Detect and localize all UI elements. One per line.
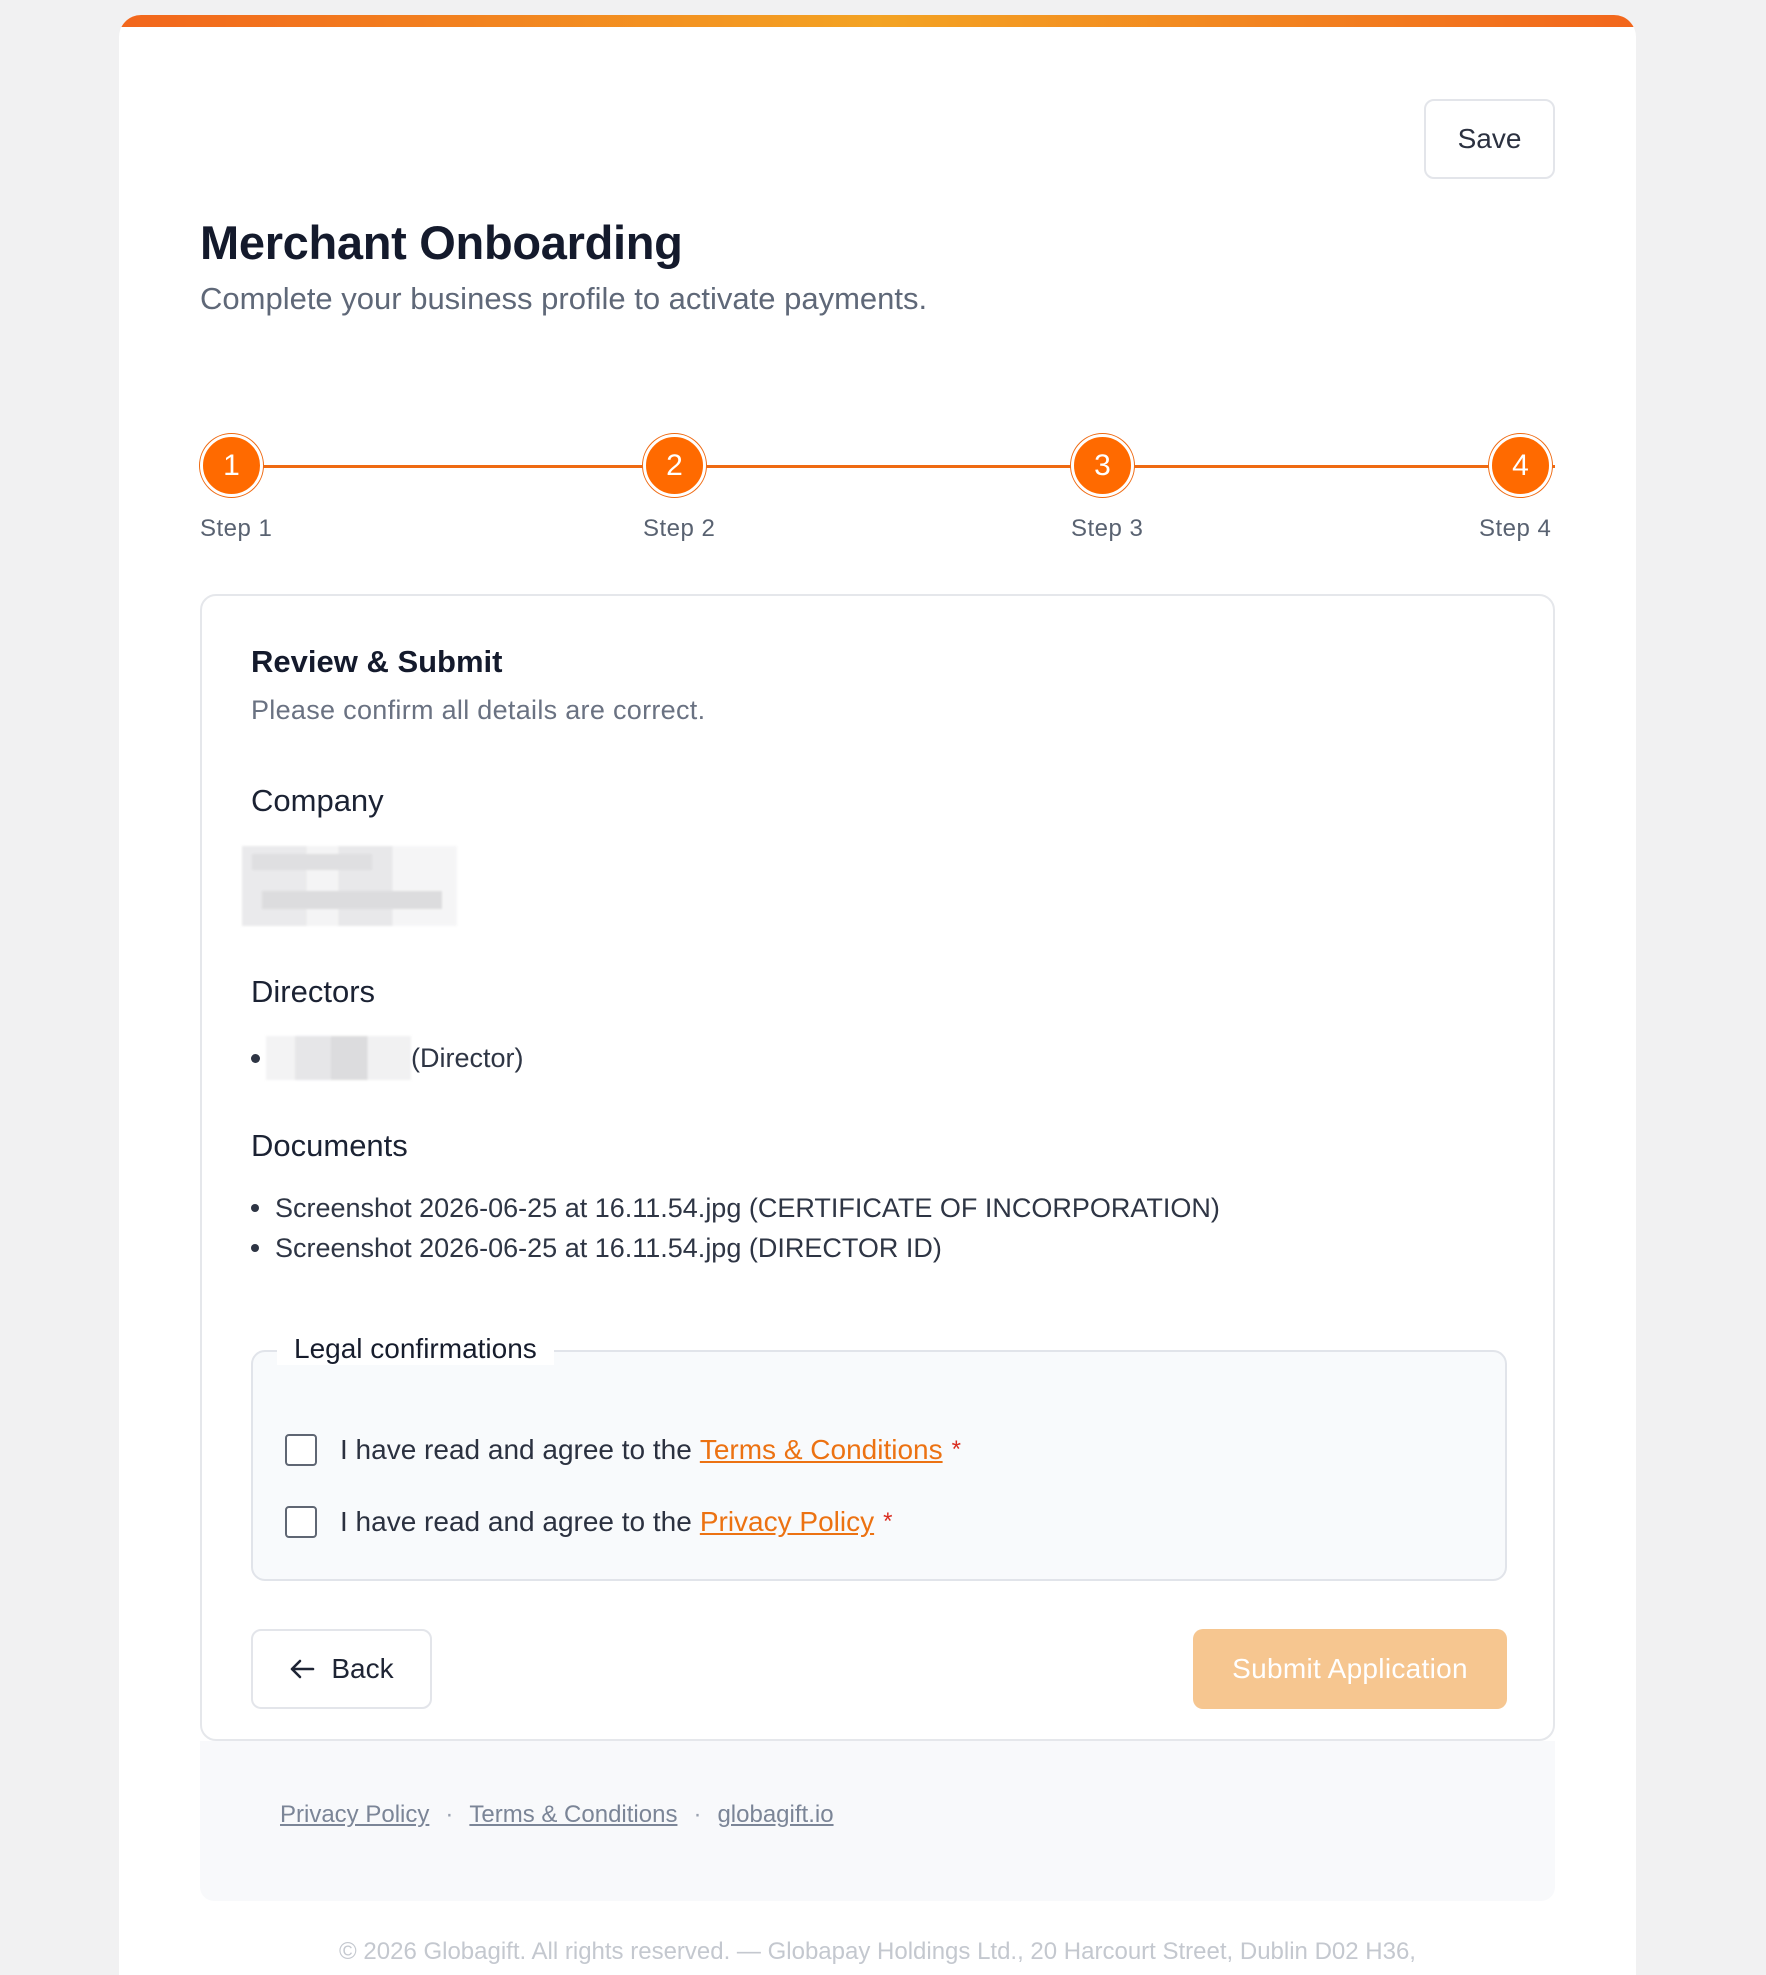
director-name-redacted — [266, 1036, 411, 1080]
required-marker: * — [883, 1508, 893, 1535]
back-button-label: Back — [331, 1653, 394, 1684]
step-2-circle[interactable]: 2 — [643, 434, 706, 497]
footer-link-row — [280, 1801, 834, 1829]
step-3-circle[interactable]: 3 — [1071, 434, 1134, 497]
step-1-circle[interactable]: 1 — [200, 434, 263, 497]
review-title: Review & Submit — [251, 644, 503, 679]
terms-link[interactable]: Terms & Conditions — [699, 1434, 943, 1465]
director-list-item — [251, 1036, 524, 1080]
legal-confirmations-fieldset — [251, 1333, 1507, 1581]
document-list-item — [251, 1228, 1220, 1268]
documents-heading: Documents — [251, 1128, 408, 1163]
bullet-icon — [251, 1244, 259, 1252]
copyright-text: © 2026 Globagift. All rights reserved. — Globapay Holdings Ltd., 20 Harcourt Street, Dublin D02 H36, — [339, 1938, 1416, 1965]
step-1-label: Step 1 — [200, 515, 273, 542]
page-title: Merchant Onboarding — [200, 216, 683, 269]
terms-checkbox[interactable] — [285, 1434, 317, 1466]
privacy-label-text: I have read and agree to the — [340, 1506, 692, 1537]
directors-heading: Directors — [251, 974, 376, 1009]
required-marker: * — [951, 1436, 961, 1463]
director-role: (Director) — [411, 1042, 524, 1073]
progress-stepper — [200, 419, 1555, 549]
bullet-icon — [251, 1054, 260, 1063]
documents-list — [251, 1188, 1220, 1268]
terms-confirmation-row[interactable] — [285, 1434, 961, 1466]
top-accent-bar — [119, 15, 1636, 27]
footer-privacy-link[interactable]: Privacy Policy — [280, 1801, 430, 1828]
page-subtitle: Complete your business profile to activate payments. — [200, 281, 928, 316]
onboarding-page — [119, 15, 1636, 1975]
footer-terms-link[interactable]: Terms & Conditions — [469, 1801, 678, 1828]
footer-links-bar — [200, 1741, 1555, 1901]
terms-label-text: I have read and agree to the — [340, 1434, 692, 1465]
review-description: Please confirm all details are correct. — [251, 695, 706, 725]
document-name: Screenshot 2026-06-25 at 16.11.54.jpg (CERTIFICATE OF INCORPORATION) — [275, 1192, 1220, 1223]
footer-separator: · — [693, 1801, 702, 1828]
privacy-link[interactable]: Privacy Policy — [699, 1506, 875, 1537]
footer-separator: · — [445, 1801, 454, 1828]
step-4-label: Step 4 — [1479, 515, 1552, 542]
footer-site-link[interactable]: globagift.io — [717, 1801, 834, 1828]
back-button[interactable] — [251, 1629, 432, 1709]
save-button[interactable]: Save — [1424, 99, 1555, 179]
submit-application-button[interactable]: Submit Application — [1193, 1629, 1507, 1709]
step-3-label: Step 3 — [1071, 515, 1144, 542]
privacy-confirmation-row[interactable] — [285, 1506, 892, 1538]
arrow-left-icon — [289, 1658, 315, 1680]
document-list-item — [251, 1188, 1220, 1228]
company-heading: Company — [251, 783, 384, 818]
step-4-circle[interactable]: 4 — [1489, 434, 1552, 497]
document-name: Screenshot 2026-06-25 at 16.11.54.jpg (DIRECTOR ID) — [275, 1232, 942, 1263]
company-details-redacted — [242, 846, 457, 926]
step-2-label: Step 2 — [643, 515, 716, 542]
stepper-line — [200, 465, 1555, 468]
bullet-icon — [251, 1204, 259, 1212]
review-card — [200, 594, 1555, 1741]
privacy-checkbox[interactable] — [285, 1506, 317, 1538]
legal-confirmations-legend: Legal confirmations — [277, 1333, 554, 1365]
